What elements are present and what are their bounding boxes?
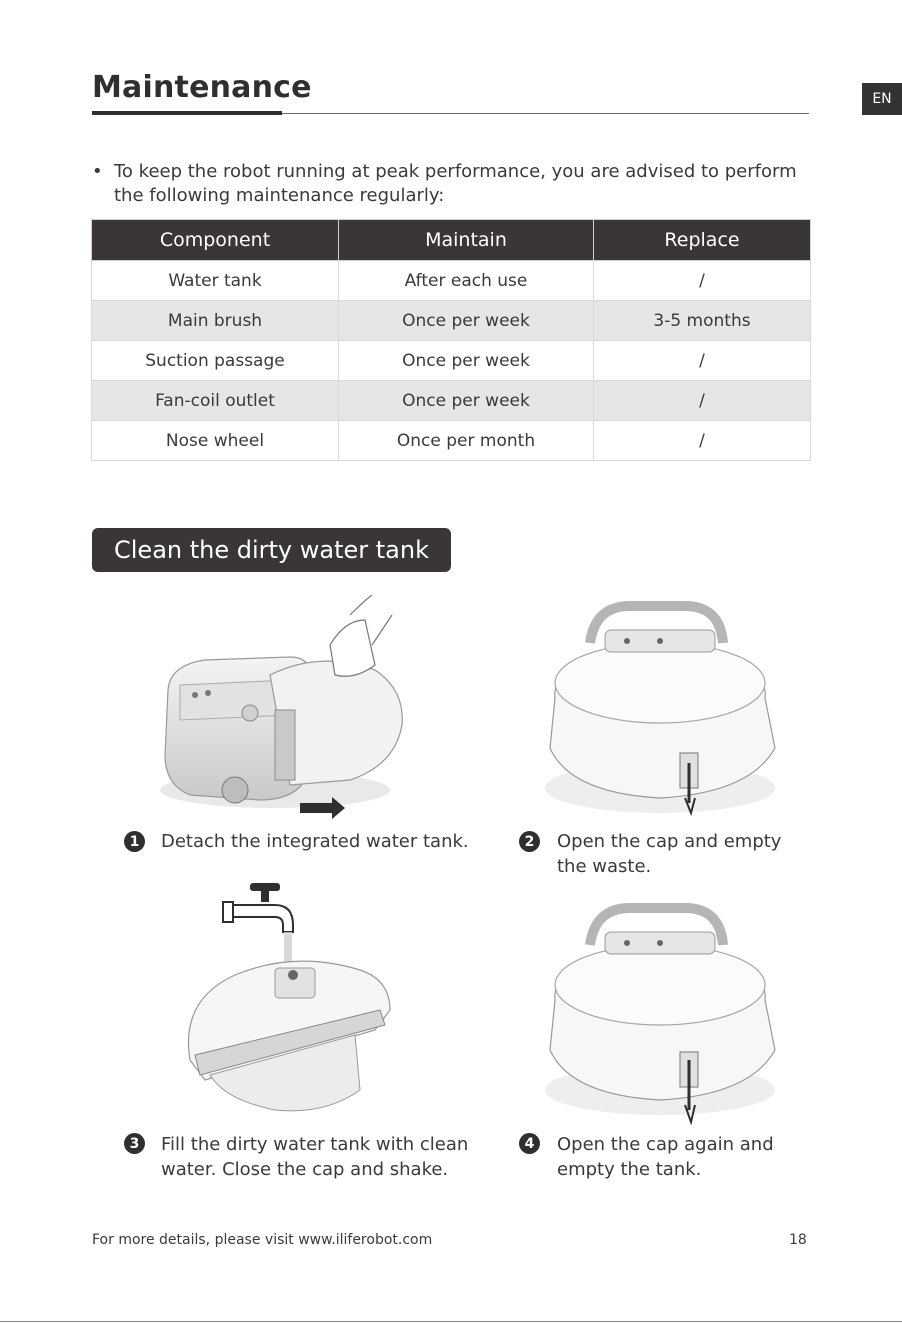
step-number-badge: 4 — [519, 1133, 540, 1154]
step-caption — [557, 1132, 887, 1182]
table-row — [92, 381, 811, 421]
bullet-icon: • — [92, 161, 103, 182]
table-row — [92, 261, 811, 301]
tank-empty-again-illustration — [535, 900, 785, 1125]
section-heading: Clean the dirty water tank — [92, 528, 451, 572]
cell-replace: / — [594, 421, 811, 461]
step-caption — [161, 829, 491, 854]
page-number: 18 — [789, 1232, 807, 1248]
robot-detach-illustration — [150, 595, 420, 825]
cell-component: Water tank — [92, 261, 339, 301]
step-caption-line: Open the cap and empty — [557, 831, 782, 852]
step-caption-line: the waste. — [557, 856, 652, 877]
table-row — [92, 301, 811, 341]
step-caption — [161, 1132, 491, 1182]
cell-component: Suction passage — [92, 341, 339, 381]
title-underline — [92, 111, 282, 115]
cell-maintain: Once per month — [339, 421, 594, 461]
page-title: Maintenance — [92, 70, 312, 105]
cell-component: Main brush — [92, 301, 339, 341]
step-number-badge: 1 — [124, 831, 145, 852]
intro-text: To keep the robot running at peak performance, you are advised to perform the following maintenance regularly: — [114, 161, 797, 206]
tank-fill-illustration — [175, 880, 415, 1125]
tank-empty-illustration — [535, 598, 785, 823]
language-tab: EN — [862, 83, 902, 115]
bottom-rule — [0, 1321, 902, 1322]
table-row — [92, 421, 811, 461]
step-caption-line: water. Close the cap and shake. — [161, 1159, 449, 1180]
footer-website-note: For more details, please visit www.iliferobot.com — [92, 1232, 433, 1248]
table-row — [92, 341, 811, 381]
step-caption-line: Detach the integrated water tank. — [161, 831, 469, 852]
cell-replace: 3-5 months — [594, 301, 811, 341]
step-caption-line: empty the tank. — [557, 1159, 702, 1180]
header-replace: Replace — [594, 220, 811, 261]
step-caption-line: Fill the dirty water tank with clean — [161, 1134, 469, 1155]
cell-replace: / — [594, 341, 811, 381]
cell-replace: / — [594, 381, 811, 421]
cell-replace: / — [594, 261, 811, 301]
step-caption — [557, 829, 887, 879]
cell-maintain: Once per week — [339, 381, 594, 421]
maintenance-table — [91, 219, 811, 461]
header-maintain: Maintain — [339, 220, 594, 261]
cell-component: Nose wheel — [92, 421, 339, 461]
table-header-row — [92, 220, 811, 261]
cell-maintain: After each use — [339, 261, 594, 301]
step-number-badge: 3 — [124, 1133, 145, 1154]
cell-maintain: Once per week — [339, 341, 594, 381]
step-caption-line: Open the cap again and — [557, 1134, 774, 1155]
header-component: Component — [92, 220, 339, 261]
intro-paragraph — [92, 160, 817, 208]
step-number-badge: 2 — [519, 831, 540, 852]
cell-maintain: Once per week — [339, 301, 594, 341]
cell-component: Fan-coil outlet — [92, 381, 339, 421]
